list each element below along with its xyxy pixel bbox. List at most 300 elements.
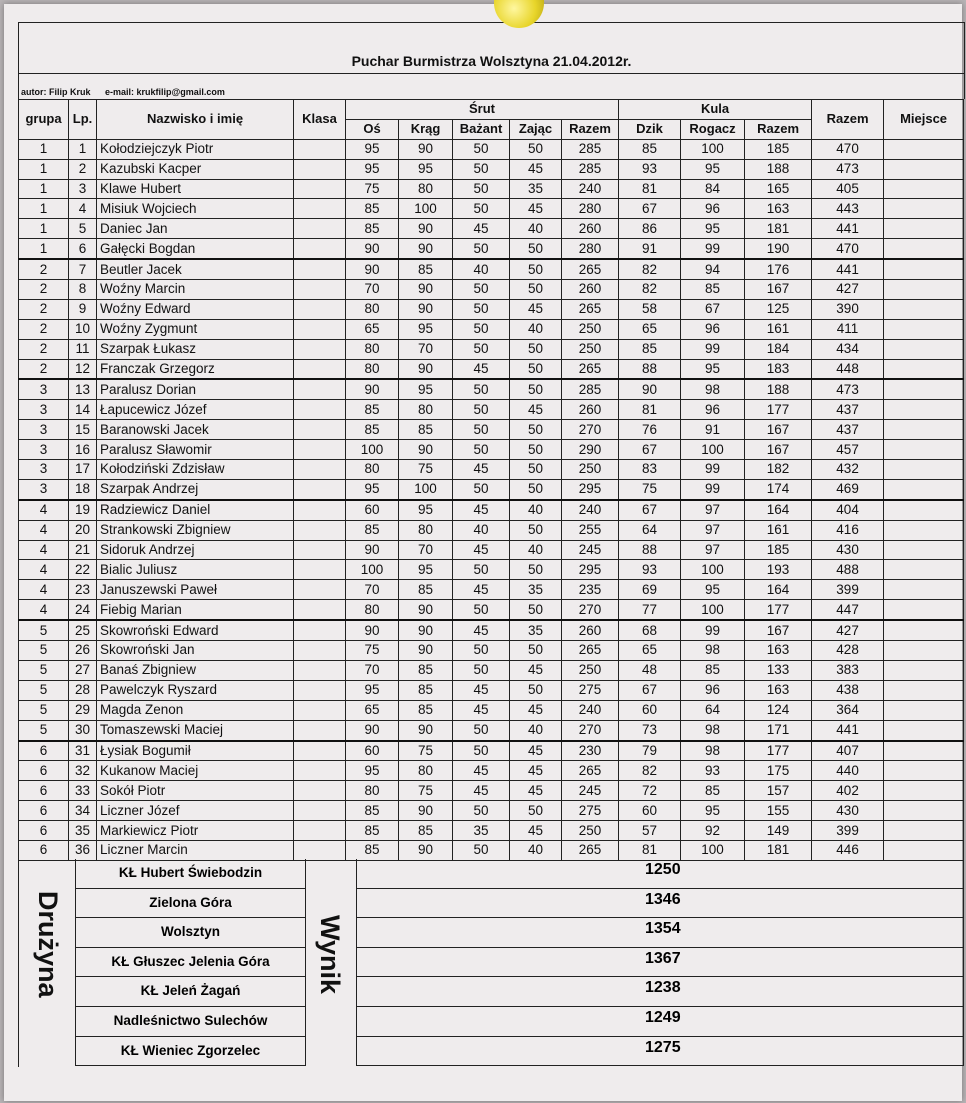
cell-zajac: 35: [510, 620, 562, 640]
cell-grupa: 6: [19, 821, 69, 841]
cell-klasa: [294, 400, 346, 420]
cell-kula-razem: 155: [745, 801, 812, 821]
cell-grupa: 5: [19, 720, 69, 740]
cell-os: 70: [346, 660, 399, 680]
cell-grupa: 2: [19, 280, 69, 300]
cell-krag: 90: [399, 359, 453, 379]
table-row: [19, 821, 964, 841]
cell-name: Liczner Józef: [97, 801, 294, 821]
cell-miejsce: [884, 840, 964, 860]
cell-lp: 8: [69, 280, 97, 300]
team-name: Wolsztyn: [76, 918, 306, 948]
cell-os: 95: [346, 761, 399, 781]
team-score-row: [357, 889, 964, 919]
cell-dzik: 67: [619, 500, 681, 520]
cell-zajac: 50: [510, 479, 562, 499]
cell-srut-razem: 245: [562, 540, 619, 560]
cell-lp: 19: [69, 500, 97, 520]
cell-kula-razem: 167: [745, 280, 812, 300]
cell-klasa: [294, 620, 346, 640]
cell-grupa: 1: [19, 239, 69, 259]
cell-srut-razem: 265: [562, 259, 619, 279]
cell-name: Franczak Grzegorz: [97, 359, 294, 379]
cell-os: 70: [346, 580, 399, 600]
sheet-header: [18, 22, 965, 99]
cell-name: Łysiak Bogumił: [97, 741, 294, 761]
cell-name: Sidoruk Andrzej: [97, 540, 294, 560]
table-row: [19, 660, 964, 680]
cell-name: Gałęcki Bogdan: [97, 239, 294, 259]
cell-grupa: 5: [19, 680, 69, 700]
cell-rogacz: 96: [681, 680, 745, 700]
table-row: [19, 319, 964, 339]
cell-krag: 75: [399, 460, 453, 480]
cell-dzik: 82: [619, 280, 681, 300]
cell-klasa: [294, 741, 346, 761]
table-row: [19, 641, 964, 661]
cell-lp: 30: [69, 720, 97, 740]
table-row: [19, 420, 964, 440]
cell-grupa: 1: [19, 179, 69, 199]
table-row: [19, 440, 964, 460]
cell-os: 90: [346, 239, 399, 259]
cell-srut-razem: 260: [562, 400, 619, 420]
cell-razem: 448: [812, 359, 884, 379]
cell-dzik: 82: [619, 761, 681, 781]
team-name: KŁ Wieniec Zgorzelec: [76, 1037, 306, 1067]
cell-lp: 34: [69, 801, 97, 821]
cell-grupa: 3: [19, 460, 69, 480]
cell-rogacz: 67: [681, 299, 745, 319]
cell-bazant: 40: [453, 520, 510, 540]
cell-miejsce: [884, 520, 964, 540]
cell-lp: 25: [69, 620, 97, 640]
cell-srut-razem: 250: [562, 339, 619, 359]
cell-miejsce: [884, 280, 964, 300]
cell-klasa: [294, 720, 346, 740]
cell-grupa: 6: [19, 840, 69, 860]
cell-dzik: 90: [619, 379, 681, 399]
table-row: [19, 781, 964, 801]
cell-razem: 405: [812, 179, 884, 199]
cell-rogacz: 98: [681, 741, 745, 761]
cell-srut-razem: 295: [562, 560, 619, 580]
cell-krag: 90: [399, 219, 453, 239]
cell-miejsce: [884, 479, 964, 499]
cell-name: Tomaszewski Maciej: [97, 720, 294, 740]
cell-zajac: 45: [510, 781, 562, 801]
cell-miejsce: [884, 219, 964, 239]
table-row: [19, 620, 964, 640]
cell-name: Paralusz Sławomir: [97, 440, 294, 460]
cell-krag: 90: [399, 720, 453, 740]
cell-klasa: [294, 680, 346, 700]
cell-razem: 488: [812, 560, 884, 580]
cell-os: 95: [346, 139, 399, 159]
cell-zajac: 40: [510, 319, 562, 339]
cell-krag: 75: [399, 781, 453, 801]
cell-srut-razem: 240: [562, 700, 619, 720]
cell-bazant: 45: [453, 219, 510, 239]
cell-lp: 27: [69, 660, 97, 680]
cell-razem: 404: [812, 500, 884, 520]
table-row: [19, 520, 964, 540]
cell-razem: 441: [812, 720, 884, 740]
cell-klasa: [294, 359, 346, 379]
cell-os: 85: [346, 400, 399, 420]
cell-miejsce: [884, 420, 964, 440]
cell-klasa: [294, 761, 346, 781]
cell-os: 85: [346, 520, 399, 540]
cell-miejsce: [884, 821, 964, 841]
cell-os: 65: [346, 319, 399, 339]
cell-srut-razem: 260: [562, 280, 619, 300]
cell-miejsce: [884, 761, 964, 781]
cell-bazant: 35: [453, 821, 510, 841]
cell-zajac: 40: [510, 219, 562, 239]
cell-klasa: [294, 540, 346, 560]
cell-miejsce: [884, 359, 964, 379]
results-body: [19, 139, 964, 860]
cell-zajac: 50: [510, 259, 562, 279]
cell-miejsce: [884, 400, 964, 420]
cell-kula-razem: 125: [745, 299, 812, 319]
cell-kula-razem: 149: [745, 821, 812, 841]
cell-krag: 85: [399, 700, 453, 720]
cell-srut-razem: 285: [562, 159, 619, 179]
cell-bazant: 50: [453, 660, 510, 680]
cell-grupa: 6: [19, 761, 69, 781]
cell-rogacz: 100: [681, 139, 745, 159]
cell-srut-razem: 280: [562, 199, 619, 219]
cell-name: Kazubski Kacper: [97, 159, 294, 179]
cell-dzik: 88: [619, 540, 681, 560]
cell-lp: 13: [69, 379, 97, 399]
cell-srut-razem: 270: [562, 420, 619, 440]
cell-name: Kukanow Maciej: [97, 761, 294, 781]
cell-os: 95: [346, 680, 399, 700]
cell-os: 65: [346, 700, 399, 720]
cell-os: 80: [346, 359, 399, 379]
team-score-row: [357, 977, 964, 1007]
cell-srut-razem: 265: [562, 761, 619, 781]
cell-krag: 80: [399, 400, 453, 420]
cell-klasa: [294, 580, 346, 600]
cell-srut-razem: 235: [562, 580, 619, 600]
cell-krag: 95: [399, 500, 453, 520]
cell-srut-razem: 245: [562, 781, 619, 801]
cell-dzik: 81: [619, 840, 681, 860]
cell-rogacz: 99: [681, 479, 745, 499]
cell-kula-razem: 165: [745, 179, 812, 199]
cell-klasa: [294, 280, 346, 300]
cell-bazant: 50: [453, 479, 510, 499]
team-score-row: [357, 1007, 964, 1037]
cell-rogacz: 64: [681, 700, 745, 720]
cell-srut-razem: 290: [562, 440, 619, 460]
cell-krag: 90: [399, 641, 453, 661]
cell-bazant: 45: [453, 359, 510, 379]
cell-grupa: 1: [19, 219, 69, 239]
cell-zajac: 50: [510, 379, 562, 399]
cell-rogacz: 99: [681, 460, 745, 480]
table-row: [19, 199, 964, 219]
cell-krag: 90: [399, 239, 453, 259]
cell-razem: 402: [812, 781, 884, 801]
table-row: [19, 339, 964, 359]
cell-razem: 473: [812, 159, 884, 179]
cell-zajac: 45: [510, 199, 562, 219]
cell-name: Szarpak Łukasz: [97, 339, 294, 359]
cell-rogacz: 99: [681, 620, 745, 640]
subcol-srut-1: Krąg: [399, 119, 453, 139]
cell-zajac: 35: [510, 580, 562, 600]
team-score: 1250: [645, 861, 681, 878]
cell-os: 85: [346, 840, 399, 860]
cell-lp: 24: [69, 600, 97, 620]
cell-os: 95: [346, 159, 399, 179]
cell-dzik: 67: [619, 440, 681, 460]
cell-grupa: 3: [19, 420, 69, 440]
cell-lp: 29: [69, 700, 97, 720]
cell-grupa: 1: [19, 159, 69, 179]
cell-bazant: 45: [453, 540, 510, 560]
cell-krag: 80: [399, 179, 453, 199]
author-name: autor: Filip Kruk: [21, 87, 91, 97]
cell-srut-razem: 265: [562, 840, 619, 860]
cell-razem: 427: [812, 280, 884, 300]
cell-krag: 95: [399, 379, 453, 399]
table-row: [19, 720, 964, 740]
subcol-srut-2: Bażant: [453, 119, 510, 139]
cell-name: Misiuk Wojciech: [97, 199, 294, 219]
cell-kula-razem: 182: [745, 460, 812, 480]
table-row: [19, 761, 964, 781]
cell-bazant: 50: [453, 801, 510, 821]
cell-dzik: 86: [619, 219, 681, 239]
cell-miejsce: [884, 801, 964, 821]
cell-grupa: 3: [19, 400, 69, 420]
cell-kula-razem: 177: [745, 600, 812, 620]
cell-name: Baranowski Jacek: [97, 420, 294, 440]
cell-grupa: 5: [19, 641, 69, 661]
cell-klasa: [294, 259, 346, 279]
cell-grupa: 4: [19, 560, 69, 580]
cell-klasa: [294, 801, 346, 821]
cell-razem: 430: [812, 540, 884, 560]
subcol-kula-0: Dzik: [619, 119, 681, 139]
cell-rogacz: 95: [681, 580, 745, 600]
cell-srut-razem: 250: [562, 821, 619, 841]
cell-kula-razem: 163: [745, 680, 812, 700]
cell-klasa: [294, 500, 346, 520]
cell-grupa: 6: [19, 741, 69, 761]
cell-miejsce: [884, 139, 964, 159]
cell-miejsce: [884, 700, 964, 720]
cell-krag: 90: [399, 139, 453, 159]
cell-razem: 434: [812, 339, 884, 359]
cell-os: 80: [346, 339, 399, 359]
cell-miejsce: [884, 600, 964, 620]
cell-miejsce: [884, 560, 964, 580]
cell-zajac: 45: [510, 700, 562, 720]
cell-lp: 22: [69, 560, 97, 580]
cell-grupa: 4: [19, 500, 69, 520]
cell-miejsce: [884, 299, 964, 319]
cell-name: Kołodziejczyk Piotr: [97, 139, 294, 159]
cell-srut-razem: 260: [562, 219, 619, 239]
cell-klasa: [294, 199, 346, 219]
cell-klasa: [294, 821, 346, 841]
cell-kula-razem: 175: [745, 761, 812, 781]
divider: [18, 859, 19, 1067]
cell-bazant: 45: [453, 580, 510, 600]
cell-bazant: 45: [453, 680, 510, 700]
document-title: Puchar Burmistrza Wolsztyna 21.04.2012r.: [351, 53, 632, 69]
team-name: KŁ Jeleń Żagań: [76, 977, 306, 1007]
cell-lp: 20: [69, 520, 97, 540]
cell-razem: 407: [812, 741, 884, 761]
cell-grupa: 6: [19, 781, 69, 801]
cell-krag: 90: [399, 840, 453, 860]
cell-klasa: [294, 479, 346, 499]
cell-krag: 80: [399, 761, 453, 781]
cell-zajac: 35: [510, 179, 562, 199]
cell-kula-razem: 190: [745, 239, 812, 259]
cell-lp: 16: [69, 440, 97, 460]
cell-klasa: [294, 339, 346, 359]
cell-bazant: 50: [453, 741, 510, 761]
cell-razem: 390: [812, 299, 884, 319]
cell-bazant: 50: [453, 139, 510, 159]
cell-klasa: [294, 460, 346, 480]
cell-kula-razem: 167: [745, 620, 812, 640]
cell-name: Szarpak Andrzej: [97, 479, 294, 499]
cell-razem: 441: [812, 219, 884, 239]
header-row-1: [19, 100, 964, 120]
col-grupa: grupa: [19, 100, 69, 140]
cell-name: Kołodziński Zdzisław: [97, 460, 294, 480]
cell-kula-razem: 181: [745, 840, 812, 860]
cell-krag: 90: [399, 801, 453, 821]
team-score-row: [357, 948, 964, 978]
cell-os: 100: [346, 560, 399, 580]
cell-bazant: 50: [453, 600, 510, 620]
cell-os: 100: [346, 440, 399, 460]
cell-srut-razem: 275: [562, 801, 619, 821]
table-row: [19, 700, 964, 720]
cell-rogacz: 95: [681, 801, 745, 821]
cell-bazant: 50: [453, 159, 510, 179]
cell-rogacz: 95: [681, 159, 745, 179]
cell-name: Łapucewicz Józef: [97, 400, 294, 420]
team-name: Nadleśnictwo Sulechów: [76, 1007, 306, 1037]
team-name: KŁ Głuszec Jelenia Góra: [76, 948, 306, 978]
cell-razem: 364: [812, 700, 884, 720]
cell-razem: 443: [812, 199, 884, 219]
cell-srut-razem: 250: [562, 460, 619, 480]
cell-dzik: 82: [619, 259, 681, 279]
cell-lp: 7: [69, 259, 97, 279]
cell-kula-razem: 185: [745, 139, 812, 159]
team-score-row: [357, 859, 964, 889]
cell-name: Sokół Piotr: [97, 781, 294, 801]
subcol-srut-3: Zając: [510, 119, 562, 139]
cell-miejsce: [884, 660, 964, 680]
cell-name: Pawelczyk Ryszard: [97, 680, 294, 700]
team-score: 1275: [645, 1038, 681, 1056]
cell-bazant: 50: [453, 641, 510, 661]
cell-bazant: 45: [453, 500, 510, 520]
cell-kula-razem: 157: [745, 781, 812, 801]
cell-dzik: 67: [619, 680, 681, 700]
cell-kula-razem: 124: [745, 700, 812, 720]
cell-os: 95: [346, 479, 399, 499]
cell-grupa: 2: [19, 359, 69, 379]
cell-kula-razem: 161: [745, 520, 812, 540]
cell-rogacz: 99: [681, 339, 745, 359]
cell-klasa: [294, 420, 346, 440]
cell-zajac: 50: [510, 359, 562, 379]
col-miejsce: Miejsce: [884, 100, 964, 140]
cell-razem: 437: [812, 400, 884, 420]
cell-dzik: 72: [619, 781, 681, 801]
cell-lp: 9: [69, 299, 97, 319]
table-row: [19, 479, 964, 499]
cell-rogacz: 95: [681, 359, 745, 379]
cell-miejsce: [884, 259, 964, 279]
cell-dzik: 85: [619, 339, 681, 359]
team-score: 1354: [645, 920, 681, 938]
cell-krag: 90: [399, 440, 453, 460]
cell-miejsce: [884, 641, 964, 661]
cell-dzik: 58: [619, 299, 681, 319]
cell-zajac: 50: [510, 600, 562, 620]
cell-miejsce: [884, 680, 964, 700]
cell-srut-razem: 265: [562, 359, 619, 379]
cell-name: Markiewicz Piotr: [97, 821, 294, 841]
cell-krag: 80: [399, 520, 453, 540]
cell-razem: 469: [812, 479, 884, 499]
cell-zajac: 50: [510, 420, 562, 440]
cell-klasa: [294, 159, 346, 179]
cell-name: Woźny Zygmunt: [97, 319, 294, 339]
cell-klasa: [294, 520, 346, 540]
table-row: [19, 840, 964, 860]
cell-bazant: 50: [453, 400, 510, 420]
cell-grupa: 4: [19, 520, 69, 540]
cell-zajac: 50: [510, 560, 562, 580]
cell-dzik: 91: [619, 239, 681, 259]
score-list: [356, 859, 964, 1066]
cell-rogacz: 95: [681, 219, 745, 239]
cell-klasa: [294, 781, 346, 801]
cell-rogacz: 96: [681, 319, 745, 339]
cell-krag: 85: [399, 660, 453, 680]
table-row: [19, 219, 964, 239]
cell-klasa: [294, 700, 346, 720]
cell-zajac: 45: [510, 159, 562, 179]
cell-klasa: [294, 560, 346, 580]
cell-zajac: 40: [510, 540, 562, 560]
cell-os: 85: [346, 801, 399, 821]
cell-klasa: [294, 299, 346, 319]
cell-dzik: 81: [619, 400, 681, 420]
cell-rogacz: 100: [681, 600, 745, 620]
cell-grupa: 4: [19, 600, 69, 620]
divider: [19, 73, 964, 74]
cell-rogacz: 97: [681, 520, 745, 540]
